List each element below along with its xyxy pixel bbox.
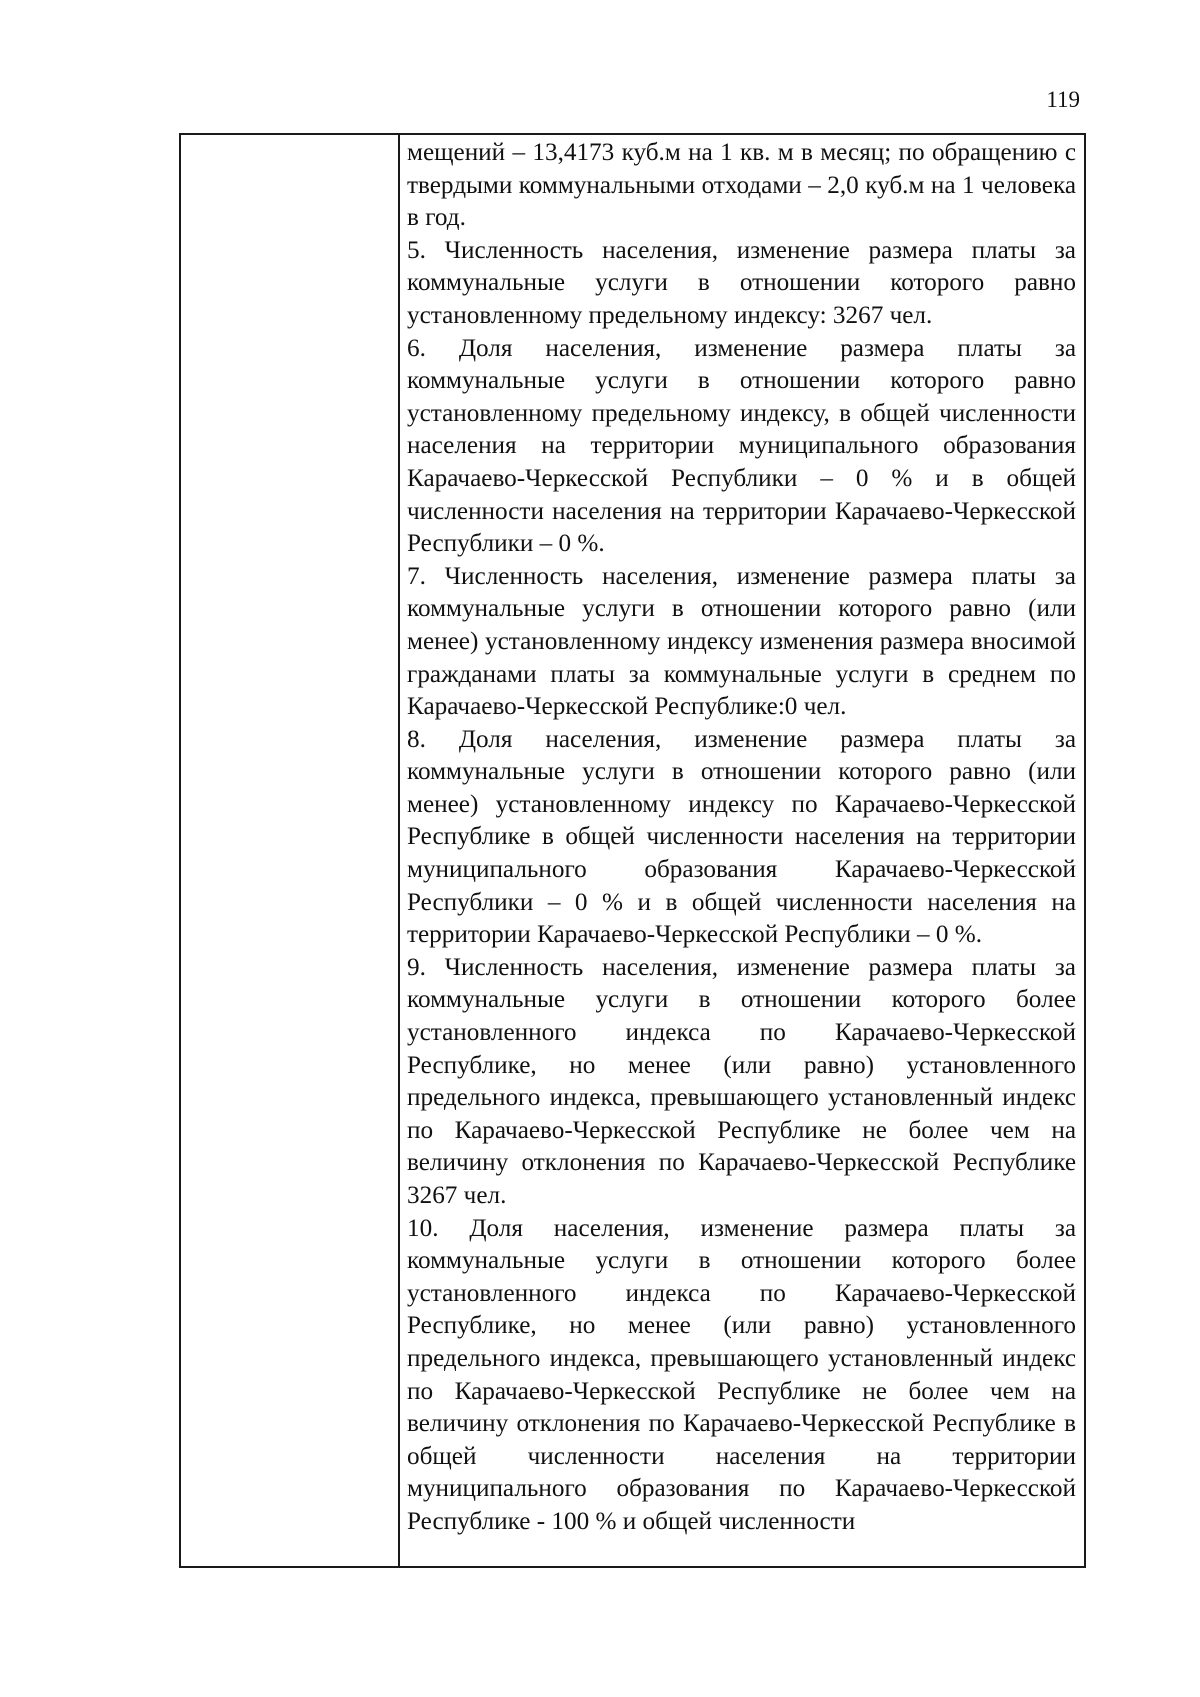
- paragraph-item-7: 7. Численность населения, изменение размера платы за коммунальные услуги в отношении которого равно (или менее) установленному индексу изменения размера вносимой гражданами платы за коммунальные услуги в среднем по Карачаево-Черкесской Республике:0 чел.: [407, 562, 1076, 721]
- paragraph-continuation: мещений – 13,4173 куб.м на 1 кв. м в месяц; по обращению с твердыми коммунальными отходами – 2,0 куб.м на 1 человека в год.: [407, 139, 1076, 232]
- page-number: 119: [1046, 87, 1080, 112]
- paragraph-item-5: 5. Численность населения, изменение размера платы за коммунальные услуги в отношении которого равно установленному предельному индексу: 3267 чел.: [407, 236, 1076, 329]
- table-left-cell: [181, 135, 400, 1566]
- paragraph-item-10: 10. Доля населения, изменение размера платы за коммунальные услуги в отношении которого более установленного индекса по Карачаево-Черкесской Республике, но менее (или равно) установленного предельного индекса, превышающего установленный индекс по Карачаево-Черкесской Республике не более чем на величину отклонения по Карачаево-Черкесской Республике в общей численности населения на территории муниципального образования по Карачаево-Черкесской Республике - 100 % и общей численности: [407, 1214, 1076, 1535]
- paragraph-item-9: 9. Численность населения, изменение размера платы за коммунальные услуги в отношении которого более установленного индекса по Карачаево-Черкесской Республике, но менее (или равно) установленного предельного индекса, превышающего установленный индекс по Карачаево-Черкесской Республике не более чем на величину отклонения по Карачаево-Черкесской Республике 3267 чел.: [407, 953, 1076, 1209]
- paragraph-item-6: 6. Доля населения, изменение размера платы за коммунальные услуги в отношении которого равно установленному предельному индексу, в общей численности населения на территории муниципального образования Карачаево-Черкесской Республики – 0 % и в общей численности населения на территории Карачаево-Черкесской Республики – 0 %.: [407, 334, 1076, 558]
- document-table: [179, 133, 1086, 1568]
- paragraph-item-8: 8. Доля населения, изменение размера платы за коммунальные услуги в отношении которого равно (или менее) установленному индексу по Карачаево-Черкесской Республике в общей численности населения на территории муниципального образования Карачаево-Черкесской Республики – 0 % и в общей численности населения на территории Карачаево-Черкесской Республики – 0 %.: [407, 725, 1076, 949]
- table-right-cell: [400, 135, 1084, 1566]
